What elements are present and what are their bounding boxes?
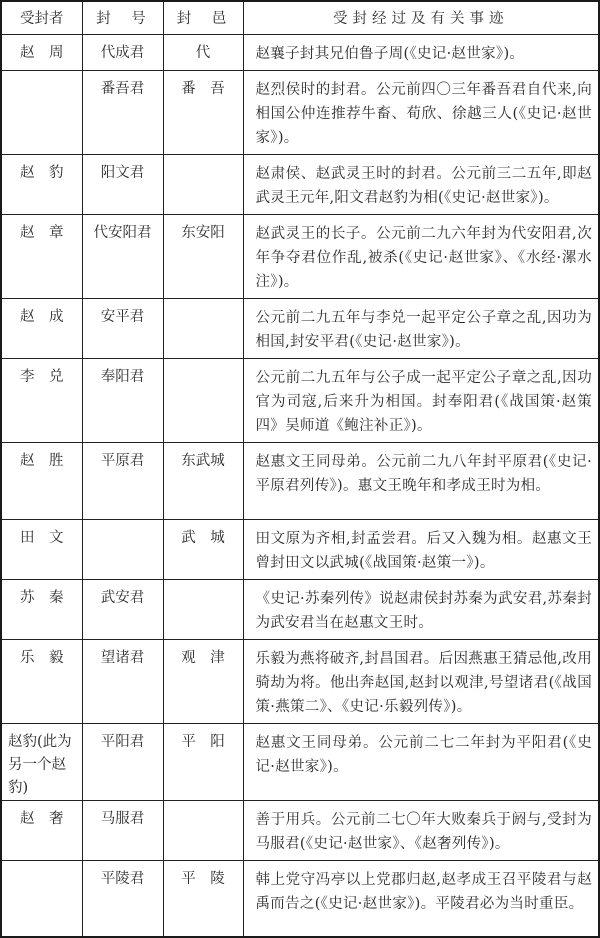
table-row [1, 579, 599, 639]
header-recipient: 受封者 [1, 1, 82, 34]
header-fief: 封 邑 [163, 1, 243, 34]
recipient-cell: 赵 章 [1, 214, 82, 298]
events-cell: 《史记·苏秦列传》说赵肃侯封苏秦为武安君,苏秦封为武安君当在赵惠文王时。 [243, 579, 599, 639]
fief-cell [163, 358, 243, 442]
recipient-cell: 赵 奢 [1, 800, 82, 860]
title-cell: 奉阳君 [82, 358, 163, 442]
header-events: 受封经过及有关事迹 [243, 1, 599, 34]
recipient-cell: 乐 毅 [1, 639, 82, 723]
table-row [1, 442, 599, 519]
title-cell: 望诸君 [82, 639, 163, 723]
recipient-cell: 赵 成 [1, 298, 82, 358]
fief-cell [163, 800, 243, 860]
title-cell: 平阳君 [82, 723, 163, 800]
title-cell: 平原君 [82, 442, 163, 519]
fief-cell: 东武城 [163, 442, 243, 519]
recipient-cell: 赵 豹 [1, 154, 82, 214]
fief-cell: 平 陵 [163, 860, 243, 937]
events-cell: 韩上党守冯亭以上党郡归赵,赵孝成王召平陵君与赵禹而告之(《史记·赵世家》)。平陵君必为当时重臣。 [243, 860, 599, 937]
fief-cell [163, 154, 243, 214]
recipient-cell [1, 70, 82, 154]
title-cell: 代安阳君 [82, 214, 163, 298]
title-cell: 番吾君 [82, 70, 163, 154]
fief-cell: 平 阳 [163, 723, 243, 800]
recipient-cell [1, 860, 82, 937]
title-cell: 代成君 [82, 34, 163, 70]
table-row [1, 298, 599, 358]
table-row [1, 34, 599, 70]
table-row [1, 358, 599, 442]
events-cell: 田文原为齐相,封孟尝君。后又入魏为相。赵惠文王曾封田文以武城(《战国策·赵策一》)。 [243, 519, 599, 579]
title-cell [82, 519, 163, 579]
recipient-cell: 赵 周 [1, 34, 82, 70]
header-title: 封 号 [82, 1, 163, 34]
fief-cell [163, 298, 243, 358]
title-cell: 安平君 [82, 298, 163, 358]
events-cell: 公元前二九五年与公子成一起平定公子章之乱,因功官为司寇,后来升为相国。封奉阳君(《战国策·赵策四》吴师道《鲍注补正》)。 [243, 358, 599, 442]
table-row [1, 154, 599, 214]
table-row [1, 800, 599, 860]
recipient-cell: 苏 秦 [1, 579, 82, 639]
title-cell: 平陵君 [82, 860, 163, 937]
events-cell: 公元前二九五年与李兑一起平定公子章之乱,因功为相国,封安平君(《史记·赵世家》)。 [243, 298, 599, 358]
events-cell: 赵肃侯、赵武灵王时的封君。公元前三二五年,即赵武灵王元年,阳文君赵豹为相(《史记·赵世家》)。 [243, 154, 599, 214]
events-cell: 赵烈侯时的封君。公元前四〇三年番吾君自代来,向相国公仲连推荐牛畜、荀欣、徐越三人(《史记·赵世家》)。 [243, 70, 599, 154]
recipient-cell: 李 兑 [1, 358, 82, 442]
fief-cell: 武 城 [163, 519, 243, 579]
table-row [1, 860, 599, 937]
events-cell: 乐毅为燕将破齐,封昌国君。后因燕惠王猜忌他,改用骑劫为将。他出奔赵国,赵封以观津,号望诸君(《战国策·燕策二》、《史记·乐毅列传》)。 [243, 639, 599, 723]
recipient-cell: 田 文 [1, 519, 82, 579]
events-cell: 赵武灵王的长子。公元前二九六年封为代安阳君,次年争夺君位作乱,被杀(《史记·赵世家》、《水经·漯水注》)。 [243, 214, 599, 298]
recipient-cell: 赵 胜 [1, 442, 82, 519]
fief-cell: 东安阳 [163, 214, 243, 298]
fief-cell [163, 579, 243, 639]
fief-cell: 代 [163, 34, 243, 70]
title-cell: 武安君 [82, 579, 163, 639]
header-row [1, 1, 599, 34]
title-cell: 马服君 [82, 800, 163, 860]
fief-cell: 观 津 [163, 639, 243, 723]
table-row [1, 639, 599, 723]
table-row [1, 723, 599, 800]
table-row [1, 70, 599, 154]
events-cell: 赵襄子封其兄伯鲁子周(《史记·赵世家》)。 [243, 34, 599, 70]
events-cell: 善于用兵。公元前二七〇年大败秦兵于阏与,受封为马服君(《史记·赵世家》、《赵奢列传》)。 [243, 800, 599, 860]
events-cell: 赵惠文王同母弟。公元前二九八年封平原君(《史记·平原君列传》)。惠文王晚年和孝成王时为相。 [243, 442, 599, 519]
title-cell: 阳文君 [82, 154, 163, 214]
events-cell: 赵惠文王同母弟。公元前二七二年封为平阳君(《史记·赵世家》)。 [243, 723, 599, 800]
recipient-cell: 赵豹(此为另一个赵豹) [1, 723, 82, 800]
table-row [1, 519, 599, 579]
fief-cell: 番 吾 [163, 70, 243, 154]
table-row [1, 214, 599, 298]
